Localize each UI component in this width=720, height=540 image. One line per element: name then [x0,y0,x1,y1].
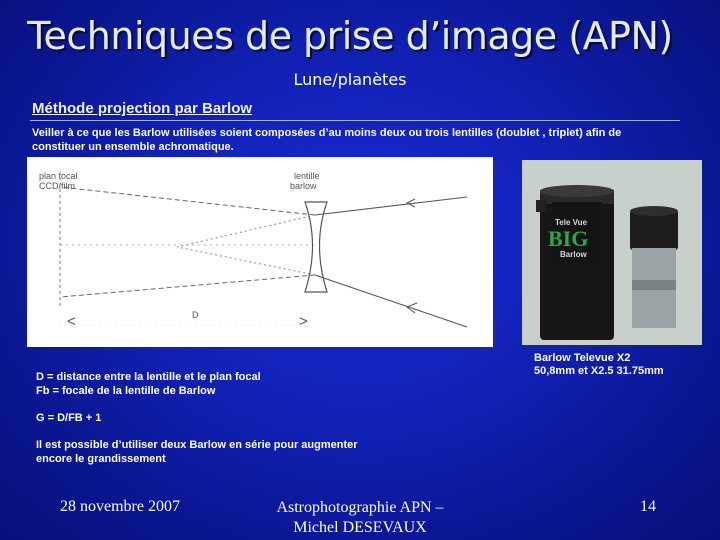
barlow-lens [305,202,327,292]
barlow-photo [522,160,702,345]
label-lentille-2: barlow [290,181,317,191]
intro-text: Veiller à ce que les Barlow utilisées soient composées d’au moins deux ou trois lentilles (doublet , triplet) afin de constituer un ensemble achromatique. [32,127,622,153]
label-d: D [192,310,199,320]
slide-subtitle: Lune/planètes [293,70,407,89]
photo-model-text: BIG [548,226,589,251]
arrow-right-marker: > [299,313,308,330]
caption-line-1: Barlow Televue X2 [534,352,631,364]
virtual-ray-top [177,215,315,247]
label-lentille-1: lentille [294,171,320,181]
series-note [36,438,358,466]
virtual-ray-bottom [177,247,315,275]
caption-line-2: 50,8mm et X2.5 31.75mm [534,365,664,377]
photo-brand-text: Tele Vue [555,218,588,227]
footer-author-line-1: Astrophotographie APN – [276,499,444,516]
photo-caption [534,352,664,378]
barlow-projection-diagram [27,157,493,347]
note-line-2: encore le grandissement [36,453,166,465]
label-plan-focal-1: plan focal [39,171,78,181]
incoming-ray-bottom [315,275,467,327]
photo-type-text: Barlow [560,250,587,259]
barlow-photo-drawing [522,160,702,345]
diagram-drawing [27,157,493,347]
footer-date: 28 novembre 2007 [60,498,180,515]
slide-title: Techniques de prise d’image (APN) [27,14,673,58]
diverging-ray-bottom [60,275,315,297]
footer-author [230,498,490,538]
formula: G = D/FB + 1 [36,412,102,424]
footer-page-number: 14 [640,498,656,515]
section-heading: Méthode projection par Barlow [32,100,253,117]
incoming-ray-top [315,197,467,215]
divider [30,120,680,121]
diverging-ray-top [60,187,315,215]
definitions [36,370,261,398]
arrow-left-marker: < [67,313,76,330]
definition-d: D = distance entre la lentille et le plan focal [36,371,261,383]
note-line-1: Il est possible d’utiliser deux Barlow en série pour augmenter [36,439,358,451]
label-plan-focal-2: CCD/film [39,181,75,191]
footer-author-line-2: Michel DESEVAUX [293,519,427,536]
definition-fb: Fb = focale de la lentille de Barlow [36,385,216,397]
